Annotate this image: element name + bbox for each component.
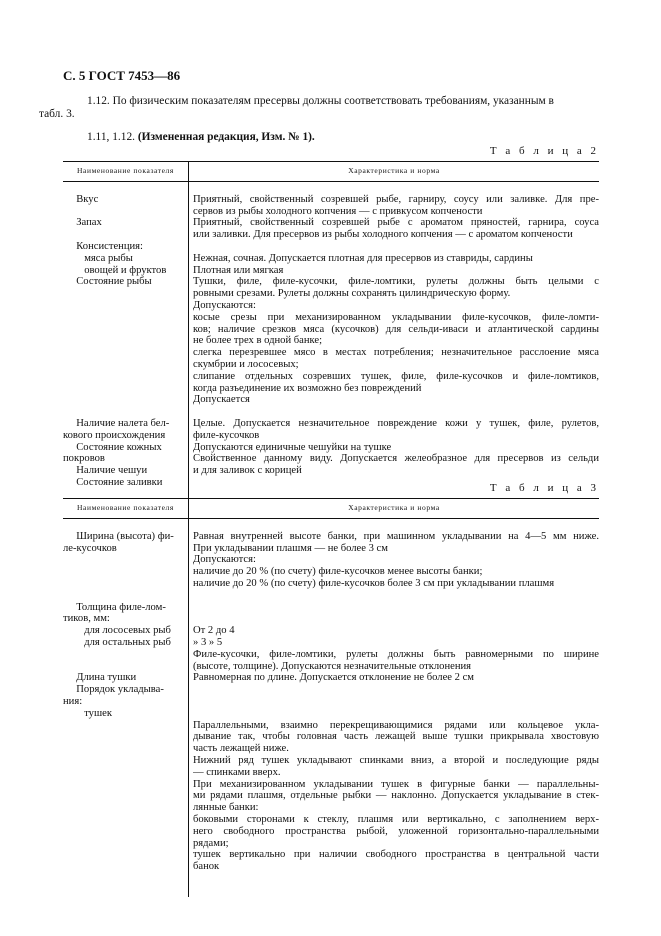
table-2-indicator-line — [63, 206, 188, 218]
table-3-indicator-line — [63, 779, 188, 791]
table-3-indicator-line: тушек — [63, 707, 112, 719]
table-3-norm-line: него свободного пространства рыбой, уложенной горизонтально-параллельными — [193, 825, 599, 837]
table-2-indicator-line: овощей и фруктов — [63, 264, 167, 276]
table-3-norm-line — [193, 613, 599, 625]
paragraph-1-12-line-2: табл. 3. — [39, 108, 75, 120]
table-3-norm-line: » 3 » 5 — [193, 636, 223, 648]
table-2-col2-header: Характеристика и норма — [348, 166, 440, 175]
table-3-indicator-line — [63, 649, 188, 661]
table-2-indicator-line: Консистенция: — [63, 240, 143, 252]
table-3-indicator-line — [63, 661, 188, 673]
table-3-indicator-line: тиков, мм: — [63, 613, 110, 625]
table-3-norm-line: Равная внутренней высоте банки, при машинном укладывании на 4—5 мм ниже. — [193, 530, 599, 542]
table-3-body — [63, 519, 599, 897]
table-2-indicator-line — [63, 335, 188, 347]
table-3-norm-line: рядами; — [193, 837, 229, 849]
table-2-indicator-line — [63, 383, 188, 395]
paragraph-1-12-line-1: 1.12. По физическим показателям пресервы должны соответствовать требованиям, указанным в — [87, 95, 554, 107]
table-3-norm-line: От 2 до 4 — [193, 625, 235, 637]
table-3-norm-line: — спинками вверх. — [193, 766, 281, 778]
table-3-norm-line: боковыми сторонами к стеклу, плашмя или вертикально, с заполнением верх- — [193, 813, 599, 825]
table-2-indicator-line — [63, 347, 188, 359]
table-3-indicator-line — [63, 743, 188, 755]
table-2-norm-line: Плотная или мягкая — [193, 264, 284, 276]
table-3-norm-line: (высоте, толщине). Допускаются незначительные отклонения — [193, 660, 472, 672]
table-3-header — [63, 498, 599, 519]
table-3-norm-line: лянные банки: — [193, 802, 259, 814]
table-3-indicator-line — [63, 873, 188, 885]
paragraph-amendment — [63, 131, 599, 144]
table-3-norm-line: Нижний ряд тушек укладывают спинками вниз, а второй и последующие ряды — [193, 754, 599, 766]
table-3-norm-line — [193, 519, 599, 531]
table-3-norm-line: наличие до 20 % (по счету) филе-кусочков менее высоты банки; — [193, 566, 483, 578]
table-2-col1-header: Наименование показателя — [63, 162, 189, 181]
table-2-norm-line: не более трех в одной банке; — [193, 335, 323, 347]
table-3-indicator-line — [63, 849, 188, 861]
table-3-indicator-line: ле-кусочков — [63, 542, 117, 554]
table-3-norm-line: дывание так, чтобы головная часть лежащей выше тушки прикрывала хвостовую — [193, 731, 599, 743]
table-2-indicator-line: Состояние кожных — [63, 441, 162, 453]
table-2-norm-line: или заливки. Для пресервов из рыбы холодного копчения — с ароматом копчености — [193, 229, 573, 241]
table-3-norm-line: наличие до 20 % (по счету) филе-кусочков более 3 см при укладывании плашмя — [193, 577, 555, 589]
table-2-indicator-line: Состояние заливки — [63, 476, 163, 488]
table-3-norm-column — [188, 519, 599, 897]
table-2-norm-line: и для заливок с корицей — [193, 465, 302, 477]
table-3-indicator-line: Порядок укладыва- — [63, 684, 164, 696]
table-3-col2-header: Характеристика и норма — [348, 503, 440, 512]
table-2-indicator-line — [63, 229, 188, 241]
table-2-norm-line: Допускаются: — [193, 299, 256, 311]
table-3-indicator-line — [63, 861, 188, 873]
table-3-indicator-line — [63, 566, 188, 578]
table-3-indicator-line — [63, 790, 188, 802]
intro-text — [39, 95, 599, 144]
table-3-indicator-line — [63, 720, 188, 732]
table-3-indicator-line: Ширина (высота) фи- — [63, 530, 174, 542]
table-2-norm-line: сервов из рыбы холодного копчения — с привкусом копчености — [193, 205, 483, 217]
table-2-indicator-line — [63, 312, 188, 324]
table-2-indicator-line: Состояние рыбы — [63, 276, 152, 288]
table-3-norm-line: часть лежащей ниже. — [193, 743, 289, 755]
table-3-norm-line: Филе-кусочки, филе-ломтики, рулеты должны быть равномерными по ширине — [193, 648, 599, 660]
table-3-norm-line — [193, 590, 599, 602]
table-2-indicator-line: Запах — [63, 217, 102, 229]
table-2-indicator-column — [63, 182, 188, 512]
table-2-norm-line: скумбрии и лососевых; — [193, 358, 299, 370]
table-2-norm-column — [188, 182, 599, 512]
table-3-norm-line — [193, 602, 599, 614]
table-2-norm-line: Приятный, свойственный созревшей рыбе с ароматом пряностей, гарнира, соуса — [193, 217, 599, 229]
table-3-indicator-line — [63, 838, 188, 850]
table-3-norm-line: Допускаются: — [193, 554, 256, 566]
table-2-indicator-line — [63, 359, 188, 371]
table-3-norm-line: Равномерная по длине. Допускается отклонение не более 2 см — [193, 672, 474, 684]
table-2-norm-line — [193, 241, 599, 253]
table-2-indicator-line: покровов — [63, 453, 105, 465]
table-2-norm-line — [193, 406, 599, 418]
table-2-norm-line: слегка перезревшее мясо в местах потребления; незначительное расслоение мяса — [193, 347, 599, 359]
table-3-indicator-line: для лососевых рыб — [63, 625, 171, 637]
table-2-norm-line — [193, 182, 599, 194]
amendment-prefix: 1.11, 1.12. — [87, 131, 138, 143]
table-2 — [63, 161, 599, 512]
table-3-caption: Т а б л и ц а 3 — [489, 482, 599, 494]
table-3-indicator-line — [63, 885, 188, 897]
table-2-indicator-line — [63, 406, 188, 418]
table-3-norm-line — [193, 696, 599, 708]
table-2-norm-line: слипание отдельных созревших тушек, филе, филе-кусочков и филе-ломтиков, — [193, 370, 599, 382]
table-2-indicator-line — [63, 394, 188, 406]
table-3-indicator-line — [63, 578, 188, 590]
table-2-indicator-line — [63, 182, 188, 194]
table-2-norm-line: Тушки, филе, филе-кусочки, филе-ломтики, рулеты должны быть целыми с — [193, 276, 599, 288]
table-3-indicator-line — [63, 802, 188, 814]
table-3-norm-line: тушек вертикально при наличии свободного пространства в центральной части — [193, 849, 599, 861]
table-2-norm-line: ков; наличие срезков мяса (кусочков) для сельди-иваси и атлантической сардины — [193, 323, 599, 335]
table-3-norm-line: При укладывании плашмя — не более 3 см — [193, 542, 388, 554]
table-2-norm-line: Свойственное данному виду. Допускается желеобразное для пресервов из сельди — [193, 453, 599, 465]
table-2-header — [63, 161, 599, 182]
table-2-norm-line: ровными срезами. Рулеты должны сохранять цилиндрическую форму. — [193, 288, 511, 300]
table-3-col1-header: Наименование показателя — [63, 499, 189, 518]
table-3-indicator-line: для остальных рыб — [63, 636, 171, 648]
table-3-indicator-line: Длина тушки — [63, 672, 137, 684]
table-3 — [63, 498, 599, 897]
table-3-norm-line: ми рядами плашмя, отдельные рыбки — наклонно. Допускается укладывание в стек- — [193, 790, 599, 802]
table-3-indicator-line: Толщина филе-лом- — [63, 601, 166, 613]
table-2-norm-line: Целые. Допускается незначительное повреждение кожи у тушек, филе, рулетов, — [193, 417, 599, 429]
table-2-norm-line: косые срезы при механизированном укладывании филе-кусочков, филе-ломти- — [193, 311, 599, 323]
table-2-caption: Т а б л и ц а 2 — [489, 145, 599, 157]
table-3-indicator-column — [63, 519, 188, 897]
table-3-indicator-line — [63, 731, 188, 743]
table-2-indicator-line — [63, 324, 188, 336]
table-2-norm-line: Допускаются единичные чешуйки на тушке — [193, 441, 392, 453]
table-3-norm-line — [193, 708, 599, 720]
paragraph-1-12 — [39, 95, 599, 121]
table-3-indicator-line — [63, 590, 188, 602]
table-3-indicator-line — [63, 519, 188, 531]
table-2-indicator-line — [63, 288, 188, 300]
table-3-norm-line — [193, 684, 599, 696]
table-3-indicator-line: ния: — [63, 695, 83, 707]
table-2-indicator-line: Наличие чешуи — [63, 465, 148, 477]
table-3-norm-line: Параллельными, взаимно перекрещивающимися рядами или кольцевое укла- — [193, 719, 599, 731]
table-2-indicator-line: кового происхождения — [63, 429, 166, 441]
table-2-indicator-line: Наличие налета бел- — [63, 417, 170, 429]
amendment-note: (Измененная редакция, Изм. № 1). — [137, 131, 315, 143]
table-2-body — [63, 182, 599, 512]
table-2-indicator-line: мяса рыбы — [63, 252, 133, 264]
table-2-norm-line: Нежная, сочная. Допускается плотная для пресервов из ставриды, сардины — [193, 252, 533, 264]
page-header: С. 5 ГОСТ 7453—86 — [63, 68, 181, 83]
table-2-norm-line: Допускается — [193, 394, 250, 406]
table-2-indicator-line — [63, 300, 188, 312]
table-2-indicator-line — [63, 371, 188, 383]
table-2-norm-line: когда разъединение их возможно без повреждений — [193, 382, 422, 394]
table-2-norm-line: Приятный, свойственный созревшей рыбе, гарниру, соусу или заливке. Для пре- — [193, 193, 599, 205]
table-3-norm-line: При механизированном укладывании тушек в фигурные банки — параллельны- — [193, 778, 599, 790]
table-3-indicator-line — [63, 554, 188, 566]
table-3-indicator-line — [63, 826, 188, 838]
table-3-norm-line: банок — [193, 861, 220, 873]
table-3-indicator-line — [63, 814, 188, 826]
table-3-indicator-line — [63, 767, 188, 779]
table-3-indicator-line — [63, 755, 188, 767]
table-2-indicator-line: Вкус — [63, 193, 99, 205]
table-2-norm-line: филе-кусочков — [193, 429, 260, 441]
